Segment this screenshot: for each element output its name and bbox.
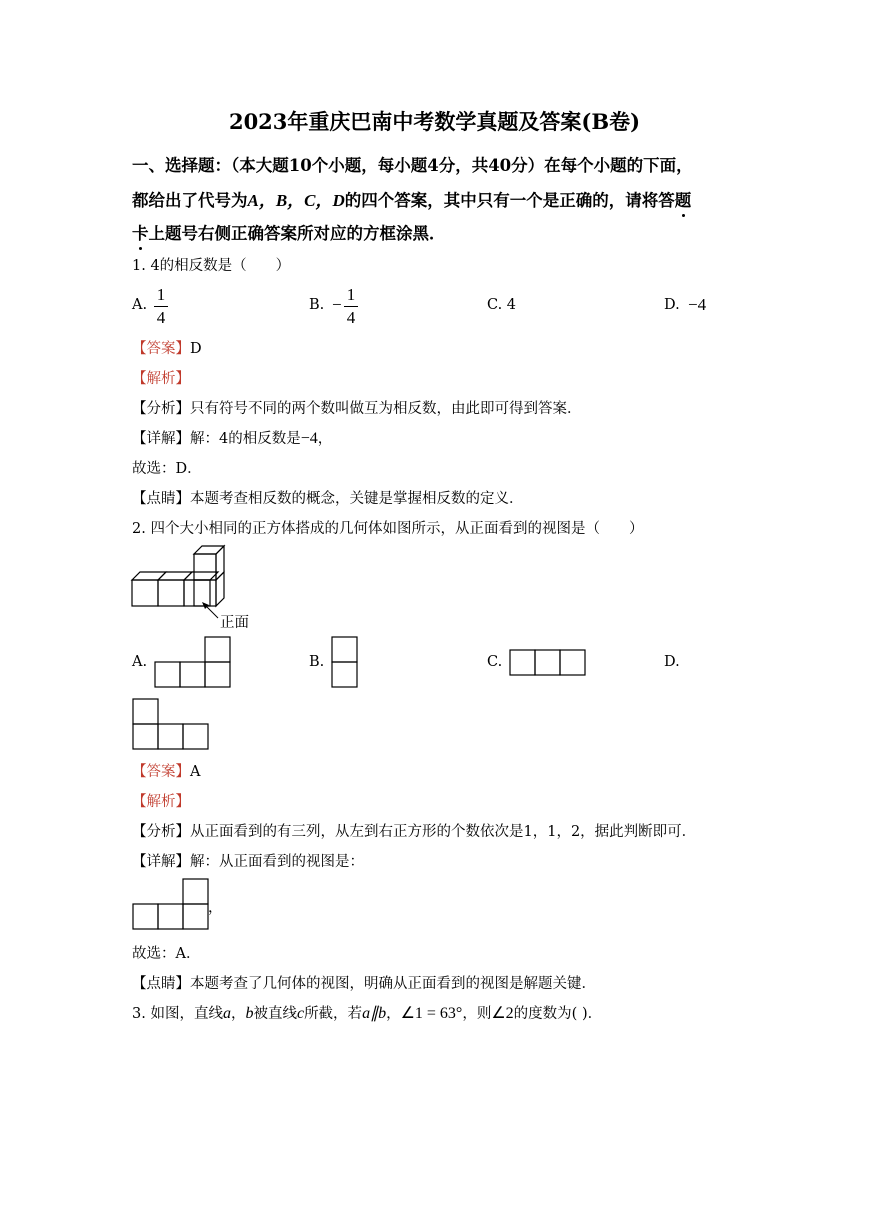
q1-option-c: C. 4 (487, 297, 517, 313)
q2-guxuan: 故选：A． (132, 946, 201, 962)
text: 【详解】解：4的相反数是 (132, 431, 301, 447)
q2-analysis-tag: 【解析】 (132, 794, 190, 810)
q2-stem: 2. 四个大小相同的正方体搭成的几何体如图所示，从正面看到的视图是（ ） (132, 521, 644, 537)
q2-dianjing: 【点睛】本题考查了几何体的视图，明确从正面看到的视图是解题关键． (132, 976, 596, 992)
section-header-line-2 (132, 186, 691, 211)
q2-front-label: 正面 (220, 615, 249, 631)
text: ，则 (462, 1006, 492, 1022)
denominator: 4 (156, 308, 166, 327)
q2-option-d-label: D. (664, 654, 680, 670)
q2-option-c-figure (510, 650, 585, 676)
q2-option-a-label: A. (132, 654, 148, 670)
q1-option-b-sign: − (332, 295, 342, 314)
q1-stem: 1. 4的相反数是（ ） (132, 258, 291, 274)
text: ， (230, 1006, 246, 1022)
numerator: 1 (156, 285, 166, 304)
text: 所截，若 (304, 1006, 363, 1022)
q1-option-b-label: B. (309, 297, 325, 313)
math-value: −4 (300, 430, 318, 447)
q2-fenxi: 【分析】从正面看到的有三列，从左到右正方形的个数依次是1，1，2，据此判断即可． (132, 824, 697, 840)
q1-analysis-tag: 【解析】 (132, 371, 190, 387)
q1-answer (132, 337, 202, 358)
text: 3. 如图，直线 (132, 1006, 223, 1022)
q1-fenxi: 【分析】只有符号不同的两个数叫做互为相反数，由此即可得到答案． (132, 401, 582, 417)
q1-option-a-label: A. (132, 297, 148, 313)
q2-option-b-figure (332, 637, 358, 687)
q2-option-a-figure (155, 637, 230, 687)
denominator: 4 (346, 308, 356, 327)
text: 被直线 (253, 1006, 297, 1022)
fraction-bar (154, 306, 168, 307)
var-b: b (245, 1005, 254, 1022)
fraction-bar (344, 306, 358, 307)
angle2-expr: ∠2 (491, 1005, 514, 1022)
q2-answer (132, 760, 200, 781)
answer-value: A (190, 764, 201, 780)
var-a: a (222, 1005, 231, 1022)
emphasis-char: 题 (674, 191, 692, 210)
angle1-expr: ∠1 = 63° (400, 1005, 463, 1022)
option-letters: A，B，C，D (247, 191, 345, 210)
answer-tag: 【答案】 (132, 764, 190, 780)
section-text: 的四个答案，其中只有一个是正确的，请将答 (344, 191, 675, 210)
answer-value: D (190, 341, 202, 357)
q2-option-d-figure (133, 699, 208, 749)
q1-guxuan: 故选：D． (132, 461, 202, 477)
q1-option-d-value: −4 (688, 295, 707, 314)
text: 的度数为( )． (513, 1006, 603, 1022)
text: ， (317, 431, 333, 447)
section-text: 上题号右侧正确答案所对应的方框涂黑． (148, 224, 446, 243)
q1-option-b-fraction (344, 286, 358, 327)
page-title: 2023年重庆巴南中考数学真题及答案(B卷) (228, 109, 641, 134)
answer-tag: 【答案】 (132, 341, 190, 357)
q1-option-a-fraction (154, 286, 168, 327)
var-c: c (296, 1005, 305, 1022)
section-text: 都给出了代号为 (132, 191, 248, 210)
q2-option-c-label: C. (487, 654, 503, 670)
q2-option-b-label: B. (309, 654, 325, 670)
q1-dianjing: 【点睛】本题考查相反数的概念，关键是掌握相反数的定义． (132, 491, 524, 507)
q2-xiangjie: 【详解】解：从正面看到的视图是： (132, 854, 364, 870)
q1-xiangjie (132, 427, 332, 448)
numerator: 1 (346, 285, 356, 304)
section-header-line-1: 一、选择题：（本大题10个小题，每小题4分，共40分）在每个小题的下面， (132, 156, 693, 175)
section-header-line-3 (132, 220, 446, 244)
q2-solution-comma: ， (208, 900, 223, 916)
q2-solution-figure (133, 879, 208, 929)
text: ， (386, 1006, 401, 1022)
parallel-expr: a∥b (362, 1005, 387, 1022)
emphasis-char: 卡 (132, 224, 149, 243)
q3-stem (132, 1002, 602, 1023)
q1-option-d-label: D. (664, 297, 680, 313)
